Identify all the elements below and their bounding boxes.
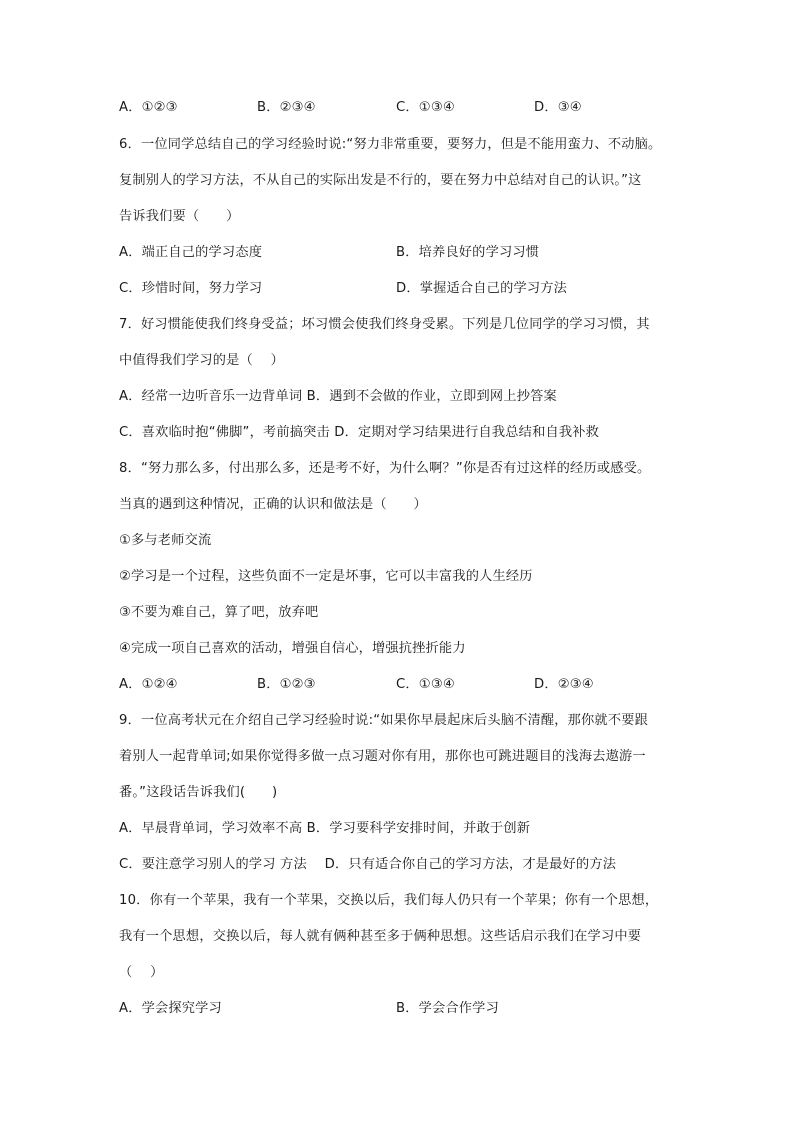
q8-item-4: ④完成一项自己喜欢的活动，增强自信心，增强抗挫折能力 <box>119 641 466 656</box>
q9-options-cd: C．要注意学习别人的学习 方法 D．只有适合你自己的学习方法，才是最好的方法 <box>119 857 617 872</box>
q7-stem-line-1: 7．好习惯能使我们终身受益；坏习惯会使我们终身受累。下列是几位同学的学习习惯，其 <box>119 317 650 332</box>
q9-stem-line-1: 9．一位高考状元在介绍自己学习经验时说:“如果你早晨起床后头脑不清醒，那你就不要跟 <box>119 713 648 728</box>
q5-option-a: A．①②③ <box>119 100 178 115</box>
q8-option-c: C．①③④ <box>396 677 455 692</box>
q6-option-a: A．端正自己的学习态度 <box>119 245 263 260</box>
q6-stem-line-3: 告诉我们要（ ） <box>119 209 240 224</box>
q9-stem-line-3: 番。”这段话告诉我们( ) <box>119 785 278 800</box>
q10-stem-line-3: （ ） <box>119 965 164 980</box>
q9-options-ab: A．早晨背单词，学习效率不高 B．学习要科学安排时间，并敢于创新 <box>119 821 531 836</box>
q5-option-c: C．①③④ <box>396 100 455 115</box>
q6-option-b: B．培养良好的学习习惯 <box>396 245 540 260</box>
q10-option-b: B．学会合作学习 <box>396 1001 499 1016</box>
q6-stem-line-1: 6．一位同学总结自己的学习经验时说:“努力非常重要，要努力，但是不能用蛮力、不动脑。 <box>119 137 662 152</box>
q7-options-cd: C．喜欢临时抱“佛脚”，考前搞突击 D．定期对学习结果进行自我总结和自我补救 <box>119 425 600 440</box>
q8-item-3: ③不要为难自己，算了吧，放弃吧 <box>119 605 319 620</box>
q6-option-c: C．珍惜时间，努力学习 <box>119 281 263 296</box>
q8-stem-line-2: 当真的遇到这种情况，正确的认识和做法是（ ） <box>119 497 427 512</box>
q10-option-a: A．学会探究学习 <box>119 1001 222 1016</box>
q9-stem-line-2: 着别人一起背单词;如果你觉得多做一点习题对你有用，那你也可跳进题目的浅海去遨游一 <box>119 749 646 764</box>
q6-option-d: D．掌握适合自己的学习方法 <box>396 281 568 296</box>
q7-options-ab: A．经常一边听音乐一边背单词 B．遇到不会做的作业，立即到网上抄答案 <box>119 389 557 404</box>
q10-stem-line-2: 我有一个思想，交换以后，每人就有俩种甚至多于俩种思想。这些话启示我们在学习中要 <box>119 929 642 944</box>
q8-option-b: B．①②③ <box>257 677 316 692</box>
q10-stem-line-1: 10．你有一个苹果，我有一个苹果，交换以后，我们每人仍只有一个苹果；你有一个思想， <box>119 893 659 908</box>
q5-option-d: D．③④ <box>534 100 582 115</box>
q7-stem-line-2: 中值得我们学习的是（ ） <box>119 353 285 368</box>
q8-stem-line-1: 8．“努力那么多，付出那么多，还是考不好，为什么啊？”你是否有过这样的经历或感受。 <box>119 461 651 476</box>
q8-item-2: ②学习是一个过程，这些负面不一定是坏事，它可以丰富我的人生经历 <box>119 569 533 584</box>
q5-option-b: B．②③④ <box>257 100 316 115</box>
q8-option-d: D．②③④ <box>534 677 594 692</box>
q8-item-1: ①多与老师交流 <box>119 533 212 548</box>
q6-stem-line-2: 复制别人的学习方法，不从自己的实际出发是不行的，要在努力中总结对自己的认识。”这 <box>119 173 642 188</box>
q8-option-a: A．①②④ <box>119 677 178 692</box>
